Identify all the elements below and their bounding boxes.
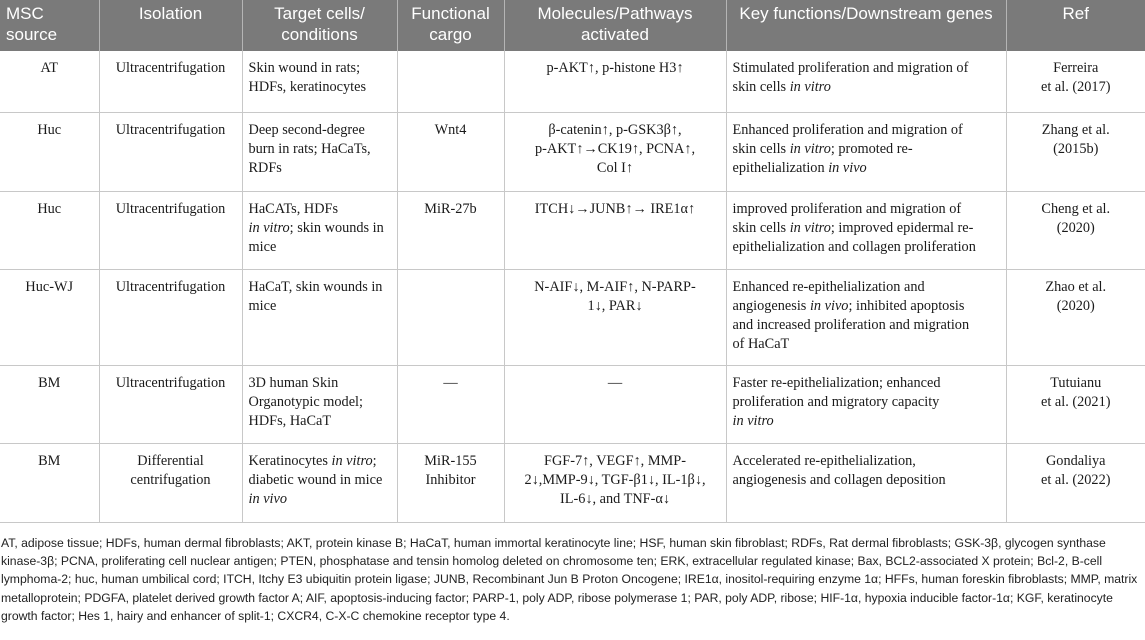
cell-isolation: Differential centrifugation [99,443,242,522]
cell-target: Keratinocytes in vitro; diabetic wound in mice in vivo [242,443,397,522]
cell-isolation: Ultracentrifugation [99,191,242,269]
table-row [0,365,1145,443]
cell-cargo: Wnt4 [397,112,504,191]
cell-cargo [397,269,504,365]
cell-msc-source: BM [0,443,99,522]
cell-msc-source: BM [0,365,99,443]
table-header-row [0,0,1145,51]
table-row [0,51,1145,112]
cell-msc-source: AT [0,51,99,112]
cell-molecules: — [504,365,726,443]
header-target-cells: Target cells/ conditions [242,0,397,51]
cell-msc-source: Huc [0,191,99,269]
cell-isolation: Ultracentrifugation [99,365,242,443]
cell-molecules: FGF-7↑, VEGF↑, MMP- 2↓,MMP-9↓, TGF-β1↓, IL-1β↓, IL-6↓, and TNF-α↓ [504,443,726,522]
cell-target: HaCaT, skin wounds in mice [242,269,397,365]
header-isolation: Isolation [99,0,242,51]
cell-isolation: Ultracentrifugation [99,112,242,191]
cell-ref: Zhao et al. (2020) [1006,269,1145,365]
cell-functions: Accelerated re-epithelialization, angiogenesis and collagen deposition [726,443,1006,522]
cell-msc-source: Huc-WJ [0,269,99,365]
table-footnote: AT, adipose tissue; HDFs, human dermal fibroblasts; AKT, protein kinase B; HaCaT, human immortal keratinocyte line; HSF, human skin fibroblast; RDFs, Rat dermal fibroblasts; GSK-3β, glycogen synthase kinase-3β; PCNA, proliferating cell nuclear antigen; PTEN, phosphatase and tensin homolog deleted on chromosome ten; ERK, extracellular regulated kinase; Bax, BCL2-associated X protein; Bcl-2, B-cell lymphoma-2; huc, human umbilical cord; ITCH, Itchy E3 ubiquitin protein ligase; JUNB, Recombinant Jun B Proton Oncogene; IRE1α, inositol-requiring enzyme 1α; HFFs, human foreskin fibroblasts; MMP, matrix metalloprotein; PDGFA, platelet derived growth factor A; AIF, apoptosis-inducing factor; PARP-1, poly ADP, ribose polymerase 1; PAR, poly ADP, ribose; HIF-1α, hypoxia inducible factor-1α; KGF, keratinocyte growth factor; Hes 1, hairy and enhancer of split-1; CXCR4, C-X-C chemokine receptor type 4. [1,535,1138,624]
cell-isolation: Ultracentrifugation [99,269,242,365]
table-row [0,112,1145,191]
table-row [0,191,1145,269]
cell-target: Skin wound in rats; HDFs, keratinocytes [242,51,397,112]
cell-molecules: β-catenin↑, p-GSK3β↑, p-AKT↑→CK19↑, PCNA↑, Col I↑ [504,112,726,191]
header-functional-cargo: Functional cargo [397,0,504,51]
cell-ref: Ferreira et al. (2017) [1006,51,1145,112]
cell-ref: Gondaliya et al. (2022) [1006,443,1145,522]
cell-cargo: MiR-155 Inhibitor [397,443,504,522]
table-row [0,269,1145,365]
cell-msc-source: Huc [0,112,99,191]
cell-functions: improved proliferation and migration of skin cells in vitro; improved epidermal re- epithelialization and collagen proliferation [726,191,1006,269]
cell-isolation: Ultracentrifugation [99,51,242,112]
cell-cargo: — [397,365,504,443]
cell-target: 3D human Skin Organotypic model; HDFs, HaCaT [242,365,397,443]
header-ref: Ref [1062,4,1089,23]
cell-functions: Faster re-epithelialization; enhanced proliferation and migratory capacity in vitro [726,365,1006,443]
header-molecules-pathways: Molecules/Pathways activated [504,0,726,51]
cell-target: Deep second-degree burn in rats; HaCaTs, RDFs [242,112,397,191]
cell-cargo: MiR-27b [397,191,504,269]
cell-target: HaCATs, HDFs in vitro; skin wounds in mice [242,191,397,269]
cell-molecules: p-AKT↑, p-histone H3↑ [504,51,726,112]
cell-molecules: N-AIF↓, M-AIF↑, N-PARP- 1↓, PAR↓ [504,269,726,365]
header-msc-source: MSC source [0,0,99,51]
cell-cargo [397,51,504,112]
cell-functions: Enhanced re-epithelialization and angiogenesis in vivo; inhibited apoptosis and increased proliferation and migration of HaCaT [726,269,1006,365]
cell-ref: Tutuianu et al. (2021) [1006,365,1145,443]
cell-ref: Zhang et al. (2015b) [1006,112,1145,191]
table-row [0,443,1145,522]
cell-ref: Cheng et al. (2020) [1006,191,1145,269]
cell-functions: Stimulated proliferation and migration of skin cells in vitro [726,51,1006,112]
cell-functions: Enhanced proliferation and migration of skin cells in vitro; promoted re- epithelialization in vivo [726,112,1006,191]
cell-molecules: ITCH↓→JUNB↑→ IRE1α↑ [504,191,726,269]
header-key-functions: Key functions/Downstream genes [726,0,1006,51]
